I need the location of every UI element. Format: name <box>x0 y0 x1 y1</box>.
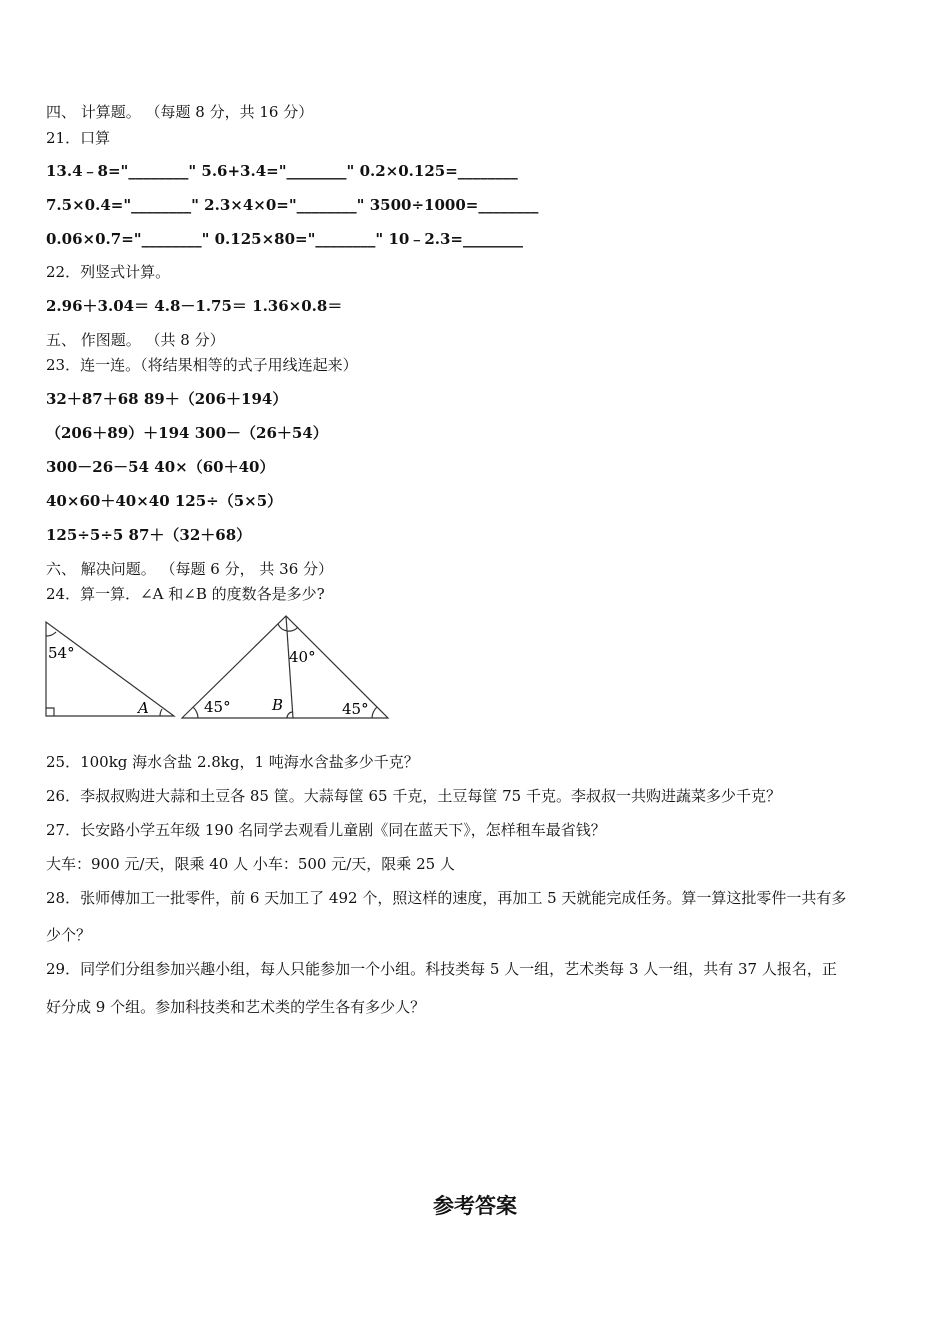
q29-line-1: 29．同学们分组参加兴趣小组，每人只能参加一个小组。科技类每 5 人一组，艺术类每 3 人一组，共有 37 人报名，正 <box>46 960 837 978</box>
angle-arc-right-45 <box>372 707 377 718</box>
q23-row-4: 40×60＋40×40 125÷（5×5） <box>46 492 283 510</box>
q26: 26．李叔叔购进大蒜和土豆各 85 筐。大蒜每筐 65 千克，土豆每筐 75 千克。李叔叔一共购进蔬菜多少千克？ <box>46 787 781 805</box>
section-5-title: 五、 作图题。 （共 8 分） <box>46 331 225 349</box>
answers-title: 参考答案 <box>433 1193 517 1218</box>
q25: 25．100kg 海水含盐 2.8kg，1 吨海水含盐多少千克？ <box>46 753 419 771</box>
tri2-top-angle-label: 40° <box>289 648 316 666</box>
section-4-title: 四、 计算题。 （每题 8 分，共 16 分） <box>46 103 314 121</box>
q23-title: 23．连一连。（将结果相等的式子用线连起来） <box>46 356 358 374</box>
angle-arc-a <box>160 709 162 716</box>
triangle-left <box>46 622 174 716</box>
q24-title: 24．算一算．∠A 和∠B 的度数各是多少? <box>46 585 325 603</box>
tri2-vertex-label: B <box>272 696 284 714</box>
q28-line-2: 少个？ <box>46 926 92 944</box>
q29-line-2: 好分成 9 个组。参加科技类和艺术类的学生各有多少人？ <box>46 998 426 1016</box>
q27-info: 大车：900 元/天，限乘 40 人 小车：500 元/天，限乘 25 人 <box>46 855 455 873</box>
q21-row-3: 0.06×0.7="________" 0.125×80="________" 10﹣2.3=________ <box>46 230 523 248</box>
right-angle-mark <box>46 708 54 716</box>
q21-row-1: 13.4﹣8="________" 5.6+3.4="________" 0.2×0.125=________ <box>46 162 518 180</box>
q28-line-1: 28．张师傅加工一批零件，前 6 天加工了 492 个，照这样的速度，再加工 5 天就能完成任务。算一算这批零件一共有多 <box>46 889 847 907</box>
q23-row-2: （206＋89）＋194 300－（26＋54） <box>46 424 328 442</box>
tri2-left-angle-label: 45° <box>204 698 231 716</box>
angle-arc-54 <box>46 632 56 636</box>
angle-arc-left-45 <box>193 707 198 718</box>
q23-row-1: 32＋87＋68 89＋（206＋194） <box>46 390 288 408</box>
q22-title: 22．列竖式计算。 <box>46 263 171 281</box>
q22-row: 2.96＋3.04＝ 4.8－1.75＝ 1.36×0.8＝ <box>46 297 343 315</box>
q23-row-5: 125÷5÷5 87＋（32＋68） <box>46 526 252 544</box>
angle-arc-b <box>287 712 292 718</box>
q27: 27．长安路小学五年级 190 名同学去观看儿童剧《同在蓝天下》，怎样租车最省钱？ <box>46 821 606 839</box>
triangle-figure <box>42 614 432 724</box>
q23-row-3: 300－26－54 40×（60＋40） <box>46 458 275 476</box>
tri2-right-angle-label: 45° <box>342 700 369 718</box>
section-6-title: 六、 解决问题。 （每题 6 分， 共 36 分） <box>46 560 334 578</box>
tri1-vertex-label: A <box>138 699 149 717</box>
q21-title: 21．口算 <box>46 129 111 147</box>
tri1-angle-label: 54° <box>48 644 75 662</box>
q21-row-2: 7.5×0.4="________" 2.3×4×0="________" 3500÷1000=________ <box>46 196 539 214</box>
